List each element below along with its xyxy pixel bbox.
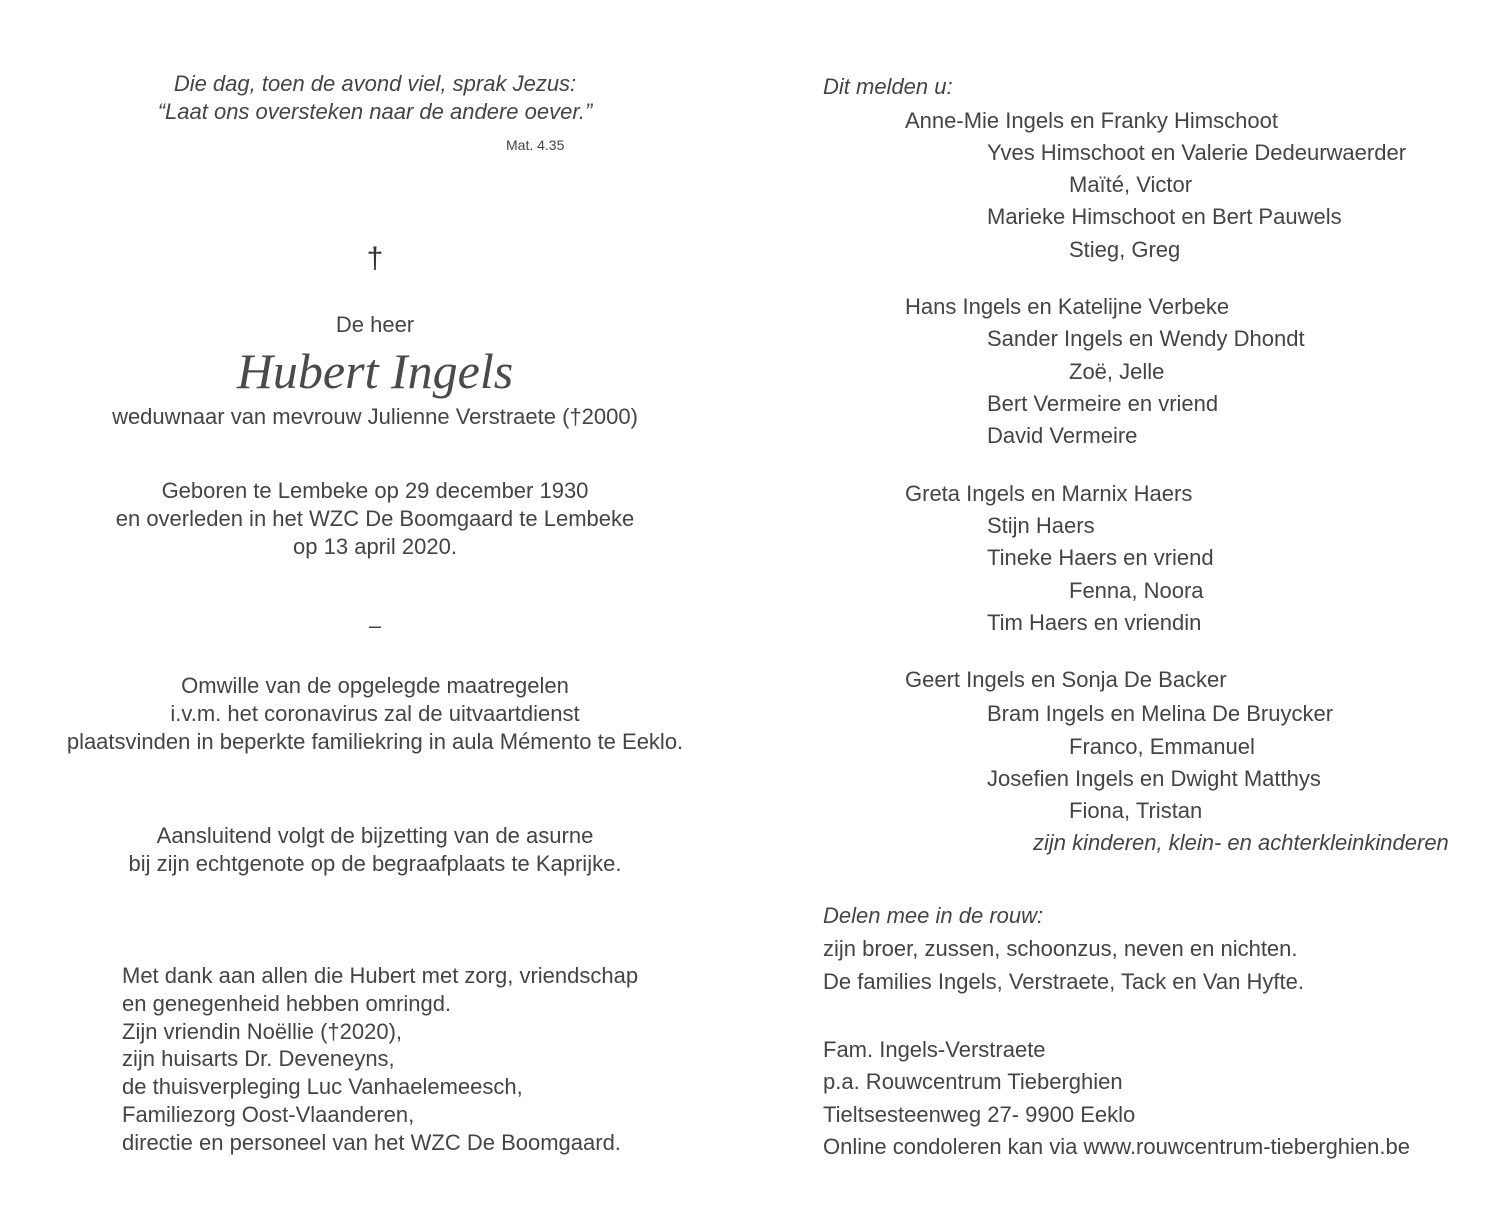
quote-line: “Laat ons oversteken naar de andere oever.” xyxy=(157,99,593,124)
family-member: David Vermeire xyxy=(987,423,1138,448)
cross-icon: † xyxy=(366,242,384,275)
address-line: p.a. Rouwcentrum Tieberghien xyxy=(823,1069,1123,1094)
quote-line: Die dag, toen de avond viel, sprak Jezus: xyxy=(173,71,577,96)
measures-line: i.v.m. het coronavirus zal de uitvaartdienst xyxy=(170,701,580,726)
burial-line: bij zijn echtgenote op de begraafplaats te Kaprijke. xyxy=(128,851,622,876)
thanks-line: de thuisverpleging Luc Vanhaelemeesch, xyxy=(122,1074,523,1100)
burial-line: Aansluitend volgt de bijzetting van de asurne xyxy=(156,823,594,848)
share-line: De families Ingels, Verstraete, Tack en Van Hyfte. xyxy=(823,969,1304,994)
family-member: Maïté, Victor xyxy=(1069,172,1193,197)
measures-line: Omwille van de opgelegde maatregelen xyxy=(181,673,569,698)
honorific: De heer xyxy=(335,312,415,337)
divider-dash: – xyxy=(368,613,382,638)
family-member: Bram Ingels en Melina De Bruycker xyxy=(987,701,1334,726)
funeral-measures xyxy=(0,672,750,756)
family-signature: zijn kinderen, klein- en achterkleinkinderen xyxy=(1033,830,1449,855)
family-member: Tineke Haers en vriend xyxy=(987,545,1214,570)
share-heading: Delen mee in de rouw: xyxy=(823,903,1044,928)
thanks-line: Met dank aan allen die Hubert met zorg, vriendschap xyxy=(122,963,639,988)
family-member: Zoë, Jelle xyxy=(1069,359,1165,384)
family-member: Josefien Ingels en Dwight Matthys xyxy=(987,766,1321,791)
family-member: Stieg, Greg xyxy=(1069,237,1181,262)
family-member: Franco, Emmanuel xyxy=(1069,734,1255,759)
birth-death-info xyxy=(0,477,750,561)
widower-line: weduwnaar van mevrouw Julienne Verstraete (†2000) xyxy=(112,404,638,429)
thanks-line: en genegenheid hebben omringd. xyxy=(122,990,452,1016)
thanks-line: Familiezorg Oost-Vlaanderen, xyxy=(122,1101,415,1127)
thanks-line: Zijn vriendin Noëllie (†2020), xyxy=(122,1018,403,1044)
measures-line: plaatsvinden in beperkte familiekring in aula Mémento te Eeklo. xyxy=(66,729,684,754)
family-member: Sander Ingels en Wendy Dhondt xyxy=(987,326,1305,351)
thanks-block xyxy=(122,962,742,1157)
family-member: Fiona, Tristan xyxy=(1069,798,1203,823)
birth-line: Geboren te Lembeke op 29 december 1930 xyxy=(161,478,589,503)
family-member: Yves Himschoot en Valerie Dedeurwaerder xyxy=(987,140,1407,165)
family-member: Tim Haers en vriendin xyxy=(987,610,1202,635)
family-member: Stijn Haers xyxy=(987,513,1095,538)
left-column xyxy=(0,0,750,1214)
quote-reference: Mat. 4.35 xyxy=(506,137,565,153)
bible-quote xyxy=(0,70,750,126)
announce-heading: Dit melden u: xyxy=(823,74,953,99)
family-member: Bert Vermeire en vriend xyxy=(987,391,1219,416)
address-line: Tieltsesteenweg 27- 9900 Eeklo xyxy=(823,1102,1136,1127)
thanks-line: zijn huisarts Dr. Deveneyns, xyxy=(122,1046,395,1072)
address-line: Fam. Ingels-Verstraete xyxy=(823,1037,1046,1062)
family-member: Hans Ingels en Katelijne Verbeke xyxy=(905,294,1230,319)
birth-line: en overleden in het WZC De Boomgaard te Lembeke xyxy=(115,506,635,531)
burial-info xyxy=(0,822,750,878)
family-member: Marieke Himschoot en Bert Pauwels xyxy=(987,204,1342,229)
share-line: zijn broer, zussen, schoonzus, neven en nichten. xyxy=(823,936,1298,961)
address-line: Online condoleren kan via www.rouwcentrum-tieberghien.be xyxy=(823,1134,1410,1159)
family-member: Anne-Mie Ingels en Franky Himschoot xyxy=(905,108,1278,133)
right-column xyxy=(823,0,1503,1214)
family-member: Greta Ingels en Marnix Haers xyxy=(905,481,1193,506)
birth-line: op 13 april 2020. xyxy=(293,534,457,559)
family-member: Fenna, Noora xyxy=(1069,578,1204,603)
family-member: Geert Ingels en Sonja De Backer xyxy=(905,667,1227,692)
thanks-line: directie en personeel van het WZC De Boomgaard. xyxy=(122,1129,621,1155)
deceased-name: Hubert Ingels xyxy=(236,343,514,399)
